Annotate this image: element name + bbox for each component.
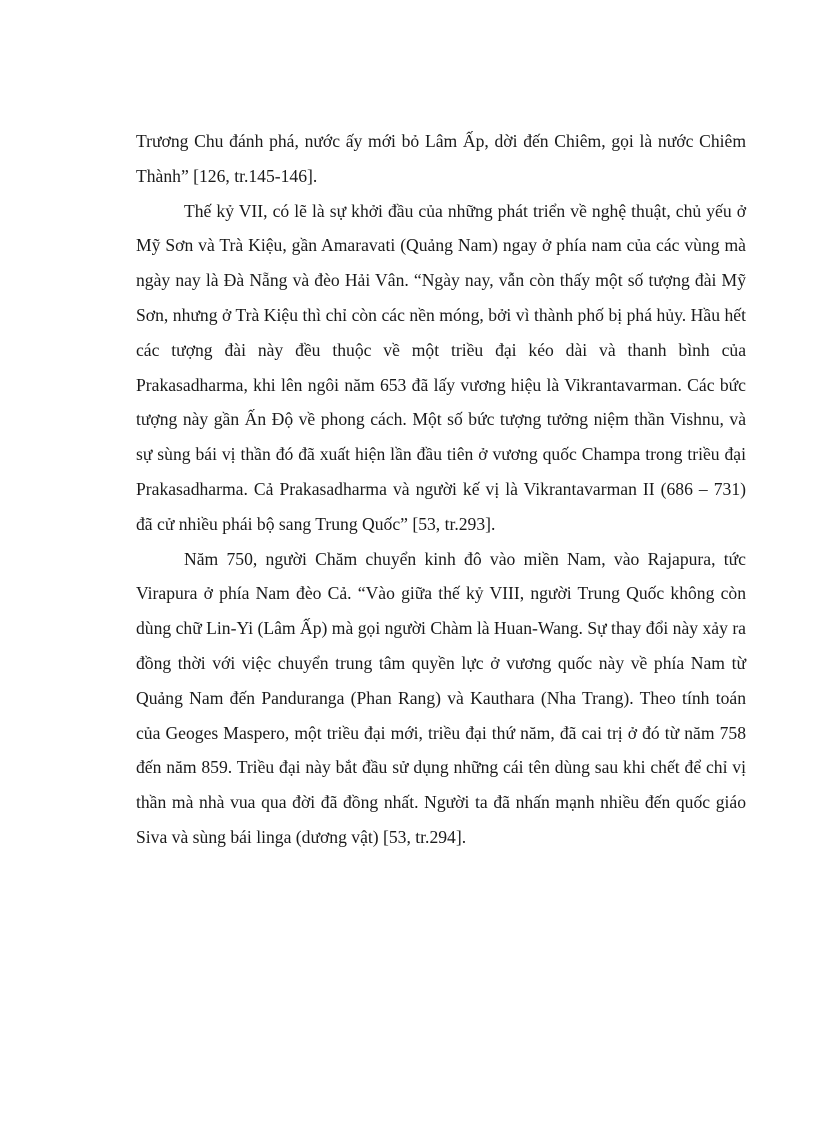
paragraph-3: Năm 750, người Chăm chuyển kinh đô vào miền Nam, vào Rajapura, tức Virapura ở phía Nam đèo Cả. “Vào giữa thế kỷ VIII, người Trung Quốc không còn dùng chữ Lin-Yi (Lâm Ấp) mà gọi người Chàm là Huan-Wang. Sự thay đổi này xảy ra đồng thời với việc chuyển trung tâm quyền lực ở vương quốc này về phía Nam từ Quảng Nam đến Panduranga (Phan Rang) và Kauthara (Nha Trang). Theo tính toán của Geoges Maspero, một triều đại mới, triều đại thứ năm, đã cai trị ở đó từ năm 758 đến năm 859. Triều đại này bắt đầu sử dụng những cái tên dùng sau khi chết để chỉ vị thần mà nhà vua qua đời đã đồng nhất. Người ta đã nhấn mạnh nhiều đến quốc giáo Siva và sùng bái linga (dương vật) [53, tr.294]. [136,548,746,847]
paragraph-2: Thế kỷ VII, có lẽ là sự khởi đầu của những phát triển về nghệ thuật, chủ yếu ở Mỹ Sơn và Trà Kiệu, gần Amaravati (Quảng Nam) ngay ở phía nam của các vùng mà ngày nay là Đà Nẵng và đèo Hải Vân. “Ngày nay, vẫn còn thấy một số tượng đài Mỹ Sơn, nhưng ở Trà Kiệu thì chỉ còn các nền móng, bởi vì thành phố bị phá hủy. Hầu hết các tượng đài này đều thuộc về một triều đại kéo dài và thanh bình của Prakasadharma, khi lên ngôi năm 653 đã lấy vương hiệu là Vikrantavarman. Các bức tượng này gần Ấn Độ về phong cách. Một số bức tượng tưởng niệm thần Vishnu, và sự sùng bái vị thần đó đã xuất hiện lần đầu tiên ở vương quốc Champa trong triều đại Prakasadharma. Cả Prakasadharma và người kế vị là Vikrantavarman II (686 – 731) đã cử nhiều phái bộ sang Trung Quốc” [53, tr.293]. [136,200,746,534]
document-page [136,124,746,855]
paragraph-1: Trương Chu đánh phá, nước ấy mới bỏ Lâm Ấp, dời đến Chiêm, gọi là nước Chiêm Thành” [126, tr.145-146]. [136,131,746,186]
